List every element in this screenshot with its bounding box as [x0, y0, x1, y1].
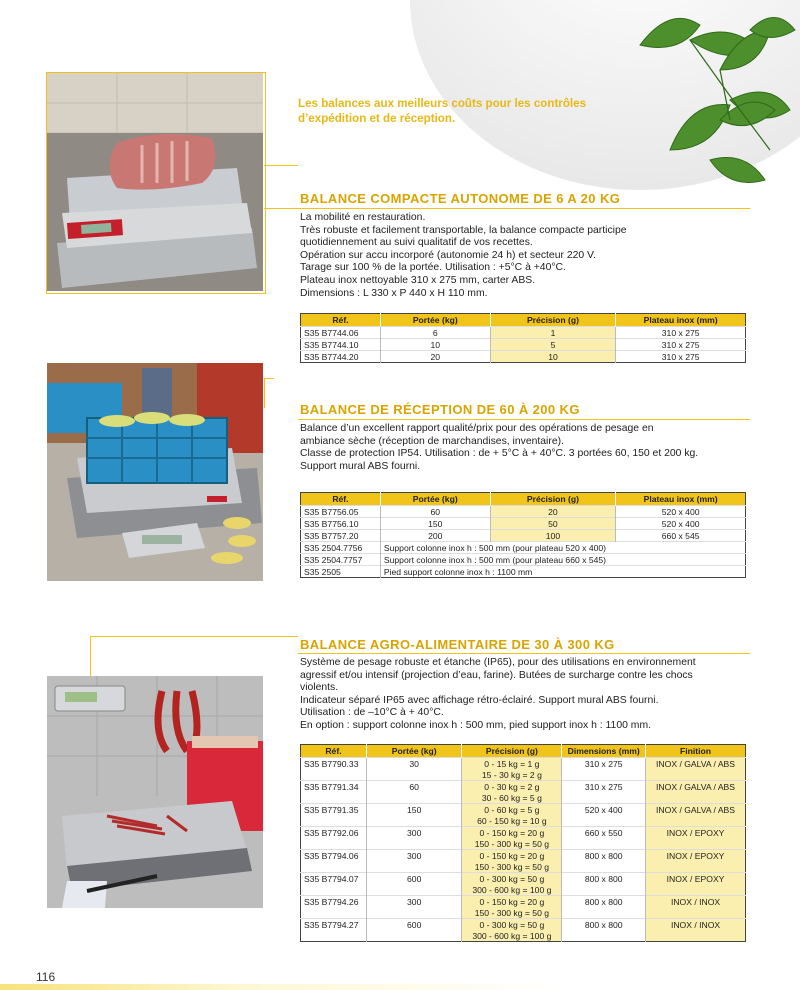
cell-empty [366, 769, 461, 781]
section-1-description [300, 212, 755, 300]
cell: 6 [380, 327, 490, 339]
desc-line: Balance d’un excellent rapport qualité/prix pour des opérations de pesage en [300, 423, 654, 434]
cell: 310 x 275 [616, 351, 746, 363]
table-row [301, 919, 746, 931]
cell: 30 - 60 kg = 5 g [462, 792, 562, 804]
cell: INOX / EPOXY [646, 827, 746, 839]
cell: 1 [490, 327, 616, 339]
desc-line: Système de pesage robuste et étanche (IP65), pour des utilisations en environnement [300, 657, 696, 668]
col-header: Précision (g) [490, 314, 616, 327]
cell: 800 x 800 [562, 919, 646, 931]
cell: 520 x 400 [562, 804, 646, 816]
col-header: Plateau inox (mm) [616, 493, 746, 506]
cell-empty [301, 907, 367, 919]
cell: 800 x 800 [562, 873, 646, 885]
cell-ref: S35 B7744.06 [301, 327, 381, 339]
cell-ref: S35 B7791.34 [301, 781, 367, 793]
cell-empty [646, 769, 746, 781]
table-row [301, 758, 746, 770]
cell-empty [562, 930, 646, 942]
cell: 150 [380, 518, 490, 530]
desc-line: Très robuste et facilement transportable, la balance compacte participe [300, 224, 627, 236]
intro-line-2: d’expédition et de réception. [298, 112, 456, 125]
cell: 50 [490, 518, 616, 530]
cell-empty [301, 769, 367, 781]
cell-empty [301, 815, 367, 827]
cell: 60 [380, 506, 490, 518]
cell: INOX / GALVA / ABS [646, 781, 746, 793]
table-row [301, 518, 746, 530]
cell: 60 [366, 781, 461, 793]
cell: 20 [490, 506, 616, 518]
reception-scale-image [47, 363, 263, 581]
table-row-sub [301, 815, 746, 827]
cell: 310 x 275 [562, 758, 646, 770]
cell: 0 - 150 kg = 20 g [462, 850, 562, 862]
cell: 0 - 150 kg = 20 g [462, 896, 562, 908]
spec-table-1 [300, 313, 746, 363]
cell: 600 [366, 873, 461, 885]
desc-line: Support mural ABS fourni. [300, 460, 421, 472]
cell: 300 [366, 896, 461, 908]
desc-line: agressif et/ou intensif (projection d’eau, farine). Butées de surcharge contre les chocs [300, 669, 693, 681]
cell-ref: S35 B7792.06 [301, 827, 367, 839]
connector-line-1 [264, 165, 298, 166]
cell-empty [562, 838, 646, 850]
col-header: Finition [646, 745, 746, 758]
cell-empty [366, 861, 461, 873]
cell: 100 [490, 530, 616, 542]
cell: 60 - 150 kg = 10 g [462, 815, 562, 827]
cell: 0 - 30 kg = 2 g [462, 781, 562, 793]
table-header-row [301, 493, 746, 506]
cell-accessory: Support colonne inox h : 500 mm (pour plateau 660 x 545) [380, 554, 745, 566]
cell: 520 x 400 [616, 518, 746, 530]
table-row [301, 804, 746, 816]
cell-empty [562, 792, 646, 804]
cell: 150 [366, 804, 461, 816]
col-header: Précision (g) [490, 493, 616, 506]
agro-scale-image [47, 676, 263, 908]
cell: 0 - 60 kg = 5 g [462, 804, 562, 816]
cell-empty [646, 792, 746, 804]
desc-line: ambiance sèche (réception de marchandises, inventaire). [300, 435, 564, 447]
cell-empty [562, 884, 646, 896]
cell-ref: S35 2504.7757 [301, 554, 381, 566]
cell-empty [646, 930, 746, 942]
col-header: Réf. [301, 745, 367, 758]
section-2-description [300, 423, 755, 473]
cell: 0 - 300 kg = 50 g [462, 873, 562, 885]
cell: 310 x 275 [616, 339, 746, 351]
table-row-sub [301, 861, 746, 873]
table-row-sub [301, 884, 746, 896]
cell-empty [366, 838, 461, 850]
table-row [301, 781, 746, 793]
table-row-accessory [301, 566, 746, 578]
cell-ref: S35 B7790.33 [301, 758, 367, 770]
cell-ref: S35 B7794.07 [301, 873, 367, 885]
cell-ref: S35 B7756.10 [301, 518, 381, 530]
section-3-description [300, 657, 755, 733]
desc-line: violents. [300, 682, 339, 694]
cell-ref: S35 B7756.05 [301, 506, 381, 518]
cell-empty [301, 861, 367, 873]
table-row-sub [301, 930, 746, 942]
cell: 300 - 600 kg = 100 g [462, 930, 562, 942]
cell: 150 - 300 kg = 50 g [462, 838, 562, 850]
cell: INOX / EPOXY [646, 850, 746, 862]
desc-line: En option : support colonne inox h : 500 mm, pied support inox h : 1100 mm. [300, 719, 651, 731]
cell: 0 - 15 kg = 1 g [462, 758, 562, 770]
col-header: Plateau inox (mm) [616, 314, 746, 327]
cell: 300 [366, 827, 461, 839]
section-3-rule [298, 653, 750, 654]
connector-line-2a [264, 378, 265, 408]
table-row-sub [301, 792, 746, 804]
col-header: Précision (g) [462, 745, 562, 758]
section-1-title: BALANCE COMPACTE AUTONOME DE 6 A 20 KG [300, 191, 621, 206]
table-row-sub [301, 907, 746, 919]
page-number: 116 [36, 970, 56, 984]
section-3-title: BALANCE AGRO-ALIMENTAIRE DE 30 À 300 KG [300, 637, 615, 652]
cell: 660 x 550 [562, 827, 646, 839]
cell: 310 x 275 [616, 327, 746, 339]
cell: 15 - 30 kg = 2 g [462, 769, 562, 781]
cell: INOX / GALVA / ABS [646, 804, 746, 816]
desc-line: Utilisation : de –10°C à + 40°C. [300, 707, 444, 719]
desc-line: Classe de protection IP54. Utilisation : de + 5°C à + 40°C. 3 portées 60, 150 et 200 kg. [300, 448, 699, 460]
cell: INOX / INOX [646, 896, 746, 908]
table-row [301, 873, 746, 885]
cell-ref: S35 2505 [301, 566, 381, 578]
cell: 300 [366, 850, 461, 862]
cell-empty [646, 907, 746, 919]
cell-empty [301, 884, 367, 896]
cell-ref: S35 B7744.20 [301, 351, 381, 363]
cell: 30 [366, 758, 461, 770]
desc-line: Opération sur accu incorporé (autonomie 24 h) et secteur 220 V. [300, 249, 596, 261]
cell-empty [301, 792, 367, 804]
cell: 520 x 400 [616, 506, 746, 518]
cell-empty [562, 861, 646, 873]
cell: 310 x 275 [562, 781, 646, 793]
section-1-rule [264, 208, 750, 209]
cell: 20 [380, 351, 490, 363]
table-row [301, 351, 746, 363]
cell: 150 - 300 kg = 50 g [462, 861, 562, 873]
table-row [301, 530, 746, 542]
cell: INOX / INOX [646, 919, 746, 931]
table-row-accessory [301, 554, 746, 566]
bottom-color-band [0, 984, 800, 990]
cell-empty [366, 884, 461, 896]
connector-line-3a [90, 636, 91, 676]
connector-line-2b [264, 378, 274, 379]
cell-ref: S35 B7791.35 [301, 804, 367, 816]
spec-table-2 [300, 492, 746, 578]
cell: 10 [380, 339, 490, 351]
col-header: Réf. [301, 493, 381, 506]
cell-ref: S35 B7794.27 [301, 919, 367, 931]
col-header: Portée (kg) [366, 745, 461, 758]
cell-empty [646, 838, 746, 850]
col-header: Portée (kg) [380, 314, 490, 327]
table-header-row [301, 745, 746, 758]
cell: 800 x 800 [562, 896, 646, 908]
table-row [301, 827, 746, 839]
cell-empty [562, 815, 646, 827]
cell: 5 [490, 339, 616, 351]
table-row [301, 327, 746, 339]
desc-line: quotidiennement au suivi qualitatif de vos recettes. [300, 237, 533, 249]
cell-ref: S35 B7794.26 [301, 896, 367, 908]
table-row-sub [301, 769, 746, 781]
cell-empty [646, 861, 746, 873]
section-2-title: BALANCE DE RÉCEPTION DE 60 À 200 KG [300, 402, 580, 417]
table-row-sub [301, 838, 746, 850]
cell-ref: S35 B7744.10 [301, 339, 381, 351]
table-row [301, 506, 746, 518]
desc-line: Tarage sur 100 % de la portée. Utilisation : +5°C à +40°C. [300, 262, 566, 274]
desc-line: Plateau inox nettoyable 310 x 275 mm, carter ABS. [300, 274, 536, 286]
cell-empty [366, 815, 461, 827]
col-header: Réf. [301, 314, 381, 327]
cell: 600 [366, 919, 461, 931]
table-row [301, 850, 746, 862]
desc-line: Dimensions : L 330 x P 440 x H 110 mm. [300, 287, 488, 299]
cell-empty [301, 838, 367, 850]
table-row-accessory [301, 542, 746, 554]
cell-empty [366, 907, 461, 919]
intro-line-1: Les balances aux meilleurs coûts pour les contrôles [298, 97, 587, 110]
cell: INOX / EPOXY [646, 873, 746, 885]
cell: 0 - 300 kg = 50 g [462, 919, 562, 931]
cell: 300 - 600 kg = 100 g [462, 884, 562, 896]
cell-empty [301, 930, 367, 942]
cell-accessory: Support colonne inox h : 500 mm (pour plateau 520 x 400) [380, 542, 745, 554]
cell: 0 - 150 kg = 20 g [462, 827, 562, 839]
cell-empty [366, 930, 461, 942]
cell: 200 [380, 530, 490, 542]
connector-line-3b [90, 636, 298, 637]
cell-empty [562, 769, 646, 781]
cell: 10 [490, 351, 616, 363]
table-header-row [301, 314, 746, 327]
cell-empty [646, 884, 746, 896]
cell: 800 x 800 [562, 850, 646, 862]
compact-scale-image [47, 73, 263, 291]
spec-table-3 [300, 744, 746, 942]
cell: INOX / GALVA / ABS [646, 758, 746, 770]
cell: 660 x 545 [616, 530, 746, 542]
col-header: Portée (kg) [380, 493, 490, 506]
cell-ref: S35 2504.7756 [301, 542, 381, 554]
table-row [301, 339, 746, 351]
desc-line: Indicateur séparé IP65 avec affichage rétro-éclairé. Support mural ABS fourni. [300, 694, 659, 706]
cell-ref: S35 B7794.06 [301, 850, 367, 862]
intro-text [298, 96, 628, 126]
table-row [301, 896, 746, 908]
cell-empty [646, 815, 746, 827]
section-2-rule [298, 419, 750, 420]
col-header: Dimensions (mm) [562, 745, 646, 758]
cell-accessory: Pied support colonne inox h : 1100 mm [380, 566, 745, 578]
cell-empty [562, 907, 646, 919]
cell-ref: S35 B7757.20 [301, 530, 381, 542]
cell-empty [366, 792, 461, 804]
desc-line: La mobilité en restauration. [300, 212, 426, 223]
cell: 150 - 300 kg = 50 g [462, 907, 562, 919]
